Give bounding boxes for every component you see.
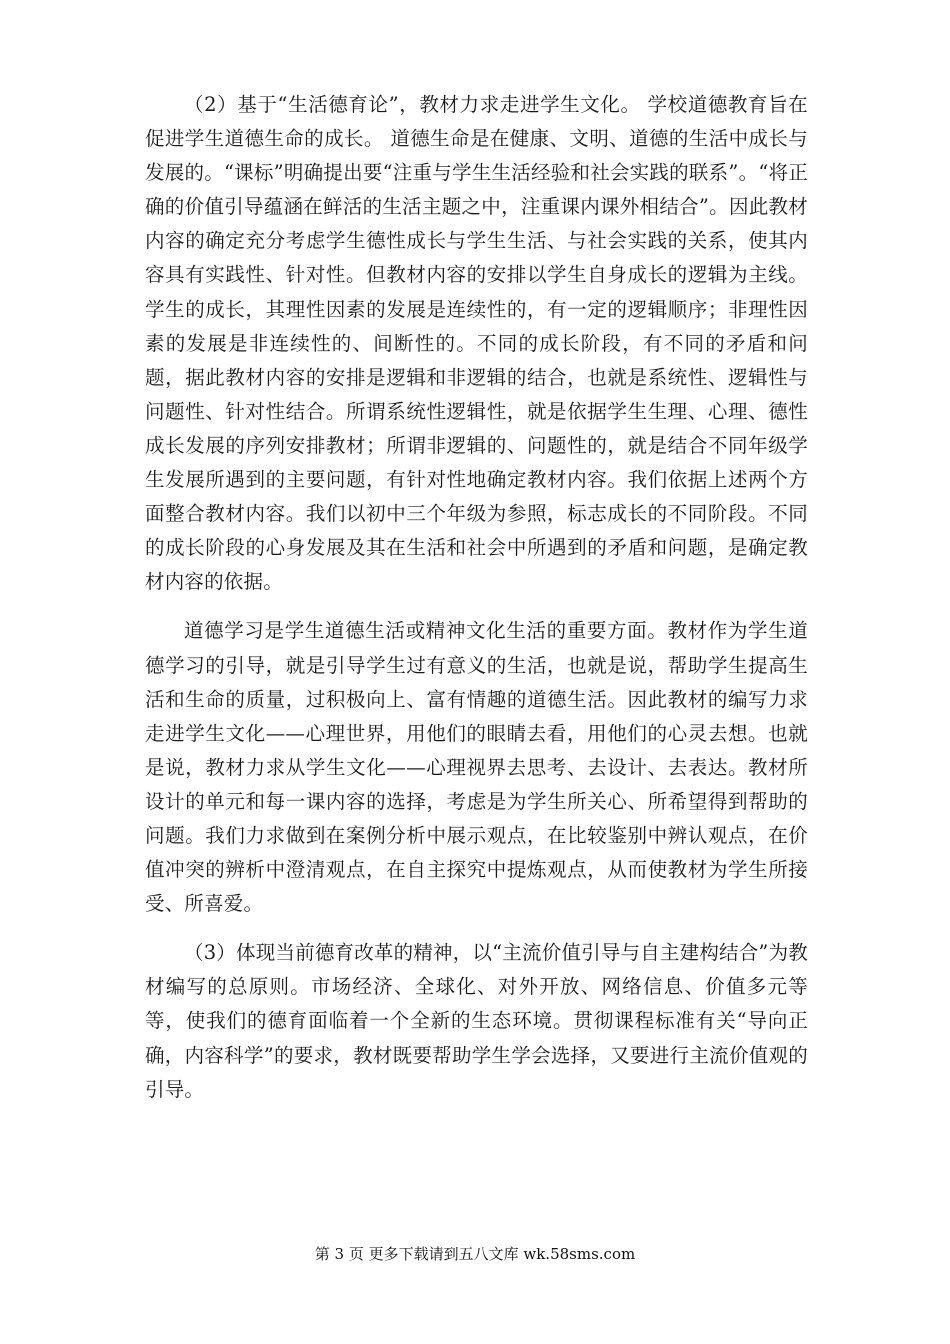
document-body	[145, 88, 808, 1107]
paragraph-1: （2）基于“生活德育论”，教材力求走进学生文化。 学校道德教育旨在促进学生道德生命的成长。 道德生命是在健康、文明、道德的生活中成长与发展的。“课标”明确提出要“注重与学生生活经验和社会实践的联系”。“将正确的价值引导蕴涵在鲜活的生活主题之中，注重课内课外相结合”。因此教材内容的确定充分考虑学生德性成长与学生生活、与社会实践的关系，使其内容具有实践性、针对性。但教材内容的安排以学生自身成长的逻辑为主线。学生的成长，其理性因素的发展是连续性的，有一定的逻辑顺序；非理性因素的发展是非连续性的、间断性的。不同的成长阶段，有不同的矛盾和问题，据此教材内容的安排是逻辑和非逻辑的结合，也就是系统性、逻辑性与问题性、针对性结合。所谓系统性逻辑性，就是依据学生生理、心理、德性成长发展的序列安排教材；所谓非逻辑的、问题性的，就是结合不同年级学生发展所遇到的主要问题，有针对性地确定教材内容。我们依据上述两个方面整合教材内容。我们以初中三个年级为参照，标志成长的不同阶段。不同的成长阶段的心身发展及其在生活和社会中所遇到的矛盾和问题，是确定教材内容的依据。	[145, 93, 808, 594]
paragraph-3: （3）体现当前德育改革的精神，以“主流价值引导与自主建构结合”为教材编写的总原则。市场经济、全球化、对外开放、网络信息、价值多元等等，使我们的德育面临着一个全新的生态环境。贯彻课程标准有关“导向正确，内容科学”的要求，教材既要帮助学生学会选择，又要进行主流价值观的引导。	[145, 941, 808, 1101]
page-footer: 第 3 页 更多下载请到五八文库 wk.58sms.com	[314, 1245, 636, 1263]
paragraph-2: 道德学习是学生道德生活或精神文化生活的重要方面。教材作为学生道德学习的引导，就是引导学生过有意义的生活，也就是说，帮助学生提高生活和生命的质量，过积极向上、富有情趣的道德生活。因此教材的编写力求走进学生文化——心理世界，用他们的眼睛去看，用他们的心灵去想。也就是说，教材力求从学生文化——心理视界去思考、去设计、去表达。教材所设计的单元和每一课内容的选择，考虑是为学生所关心、所希望得到帮助的问题。我们力求做到在案例分析中展示观点，在比较鉴别中辨认观点，在价值冲突的辨析中澄清观点，在自主探究中提炼观点，从而使教材为学生所接受、所喜爱。	[145, 619, 808, 916]
